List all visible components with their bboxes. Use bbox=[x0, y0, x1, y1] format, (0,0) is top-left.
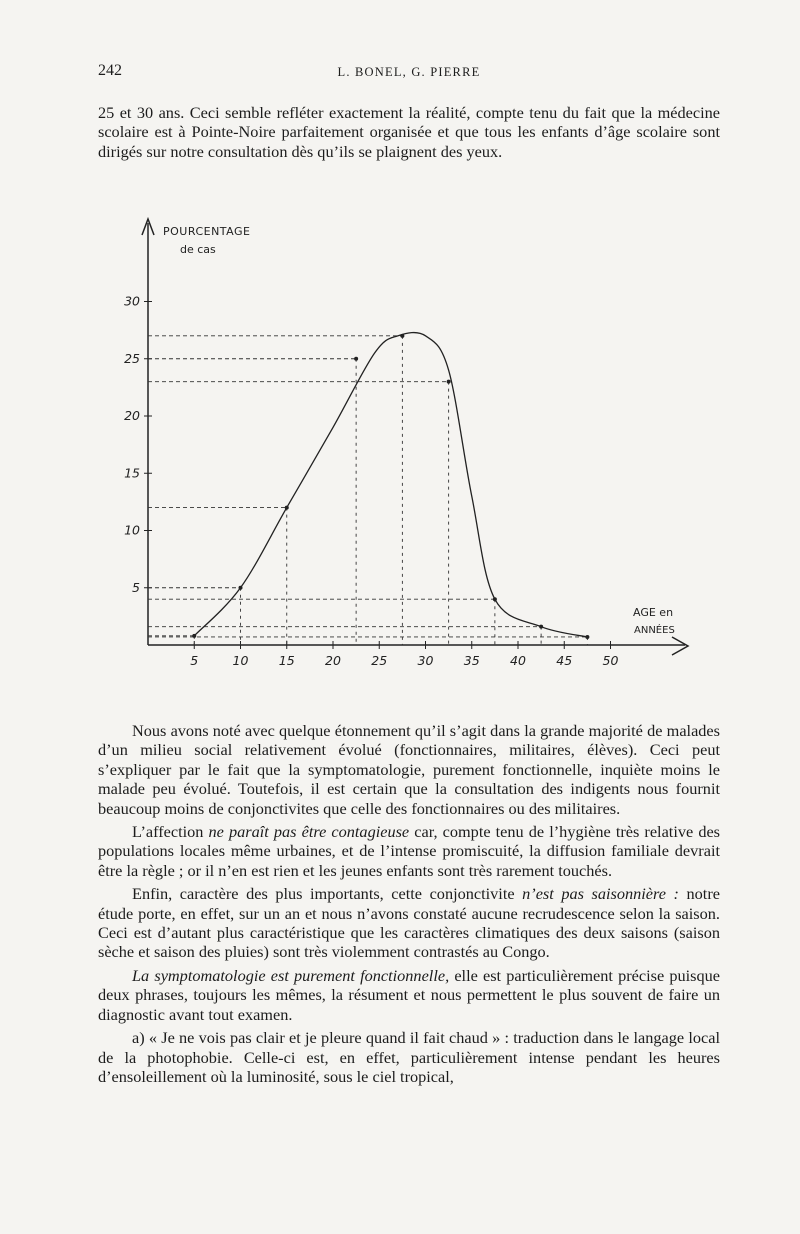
y-tick-label: 5 bbox=[132, 579, 140, 595]
x-tick-label: 50 bbox=[602, 653, 619, 668]
text-run: Enfin, caractère des plus importants, cette conjonctivite bbox=[132, 884, 523, 904]
data-point bbox=[192, 634, 196, 638]
x-tick-label: 30 bbox=[417, 653, 434, 668]
data-point bbox=[354, 357, 358, 361]
body-paragraph bbox=[98, 966, 720, 1024]
italic-run: ne paraît pas être contagieuse bbox=[208, 822, 410, 842]
top-paragraph: 25 et 30 ans. Ceci semble refléter exactement la réalité, compte tenu du fait que la médecine scolaire est à Pointe-Noire parfaitement organisée et que tous les enfants d’âge scolaire sont dirigés sur notre consultation dès qu’ils se plaignent des yeux. bbox=[98, 103, 720, 161]
curve-markers bbox=[192, 334, 589, 639]
x-tick-label: 40 bbox=[510, 653, 526, 668]
guide-lines bbox=[148, 336, 587, 645]
x-tick-label: 35 bbox=[463, 653, 480, 668]
page-number: 242 bbox=[98, 62, 122, 79]
x-axis-title-line1: AGE en bbox=[633, 606, 674, 619]
body-paragraph bbox=[98, 822, 720, 880]
top-paragraph-block bbox=[98, 103, 720, 161]
x-tick-label: 25 bbox=[371, 653, 388, 668]
x-tick-label: 10 bbox=[232, 653, 249, 668]
page-header bbox=[98, 62, 720, 86]
body-paragraph bbox=[98, 721, 720, 818]
data-point bbox=[585, 635, 589, 639]
data-point bbox=[539, 625, 543, 629]
tick-group bbox=[124, 294, 618, 669]
data-point bbox=[285, 506, 289, 510]
data-point bbox=[239, 586, 243, 590]
body-paragraph bbox=[98, 884, 720, 962]
italic-run: n’est pas saisonnière : bbox=[522, 884, 679, 904]
body-text bbox=[98, 721, 720, 1090]
text-run: Nous avons noté avec quelque étonnement qu’il s’agit dans la grande majorité de malades d’un milieu social relativement évolué (fonctionnaires, militaires, élèves). Ceci peut s’expliquer par le fait que la symptomatologie, purement fonctionnelle, inquiète moins le malade peu évolué. Toutefois, il est certain que la consultation des indigents nous fournit beaucoup moins de conjonctivites que celle des fonctionnaires ou des militaires. bbox=[98, 721, 720, 818]
text-run: car, compte tenu de l’hygiène très relative des populations locales même urbaines, et de l’intense promiscuité, la diffusion familiale devrait être la règle ; or il n’en est rien et les jeunes enfants sont très rarement touchés. bbox=[98, 822, 721, 880]
italic-run: La symptomatologie est purement fonctionnelle, bbox=[132, 965, 450, 985]
age-distribution-chart bbox=[0, 205, 800, 675]
data-point bbox=[447, 380, 451, 384]
text-run: notre étude porte, en effet, sur un an et nous n’avons constaté aucune recrudescence selon la saison. Ceci est d’autant plus caractéristique que les caractères climatiques des deux saisons (saison sèche et saison des pluies) sont très violemment contrastés au Congo. bbox=[98, 884, 720, 962]
x-tick-label: 20 bbox=[325, 653, 341, 668]
y-tick-label: 25 bbox=[124, 350, 140, 366]
text-run: elle est particulièrement précise puisque deux phrases, toujours les mêmes, la résument et nous permettent le plus souvent de faire un diagnostic avant tout examen. bbox=[98, 965, 720, 1024]
y-axis-title-line1: POURCENTAGE bbox=[163, 225, 251, 238]
x-tick-label: 15 bbox=[278, 653, 295, 668]
y-tick-label: 30 bbox=[124, 293, 140, 309]
y-axis-title-line2: de cas bbox=[180, 243, 216, 256]
data-point bbox=[400, 334, 404, 338]
y-tick-label: 20 bbox=[124, 408, 140, 423]
text-run: L’affection bbox=[132, 822, 209, 842]
x-tick-label: 5 bbox=[190, 653, 199, 668]
data-point bbox=[493, 597, 497, 601]
x-axis-title-line2: ANNÉES bbox=[634, 625, 675, 636]
distribution-curve bbox=[194, 333, 587, 637]
running-head: L. BONEL, G. PIERRE bbox=[337, 65, 481, 79]
body-paragraph bbox=[98, 1028, 720, 1086]
x-tick-label: 45 bbox=[556, 653, 573, 668]
text-run: a) « Je ne vois pas clair et je pleure quand il fait chaud » : traduction dans le langage local de la photophobie. Celle-ci est, en effet, particulièrement intense pendant les heures d’ensoleillement où la luminosité, sous le ciel tropical, bbox=[98, 1028, 720, 1086]
y-tick-label: 10 bbox=[124, 522, 140, 538]
x-axis-arrow bbox=[672, 637, 688, 655]
y-tick-label: 15 bbox=[124, 465, 140, 481]
